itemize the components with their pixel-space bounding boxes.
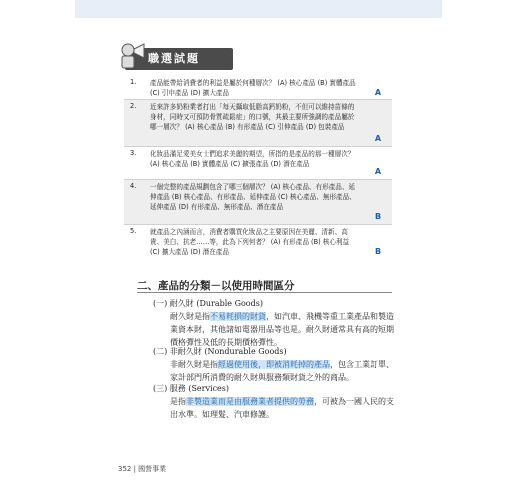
highlight-text: 非製造業而是由服務業者提供的勞務 [186,397,314,406]
body-text: ，如汽車、飛機等重工業產品和製造業資本財，其他諸如電器用品等也是。耐久財通常具有高的短期價格彈性及低的長期價格彈性。 [170,312,394,347]
subsection-heading: (三) 服務 (Services) [153,384,230,393]
section-heading: 二、產品的分類－以使用時間區分 [137,280,295,292]
question-text: 就產品之內涵而言，消費者購買化妝品之主要原因在美麗、清新、高貴、美白、抗老……等，此為下列何者？ (A) 有形產品 (B) 核心利益 (C) 擴大產品 (D) 潛在產品 [150,228,350,256]
answer-label: A [374,134,382,143]
body-text: ，可被為一國人民的支出水準。如理髮、汽車修護。 [170,397,394,419]
subsection-heading: (二) 非耐久財 (Nondurable Goods) [153,347,287,356]
question-number: 2. [130,102,137,110]
question-text: 一個完整的產品規劃包含了哪三個層次？ (A) 核心產品、有形產品、延伸產品 (B) 核心產品、有形產品、延伸產品 (C) 核心產品、無形產品、延伸產品 (D) 有形產品、無形產品、潛在產品 [150,183,356,211]
highlight-text: 不易耗損的財貨 [210,312,266,321]
answer-label: A [374,167,382,176]
question-number: 5. [130,227,137,235]
highlight-text: 經過使用後，即被消耗掉的產品 [218,360,330,369]
section-underline [137,292,392,293]
question-text: 產品能帶給消費者的利益是屬於何種層次？ (A) 核心產品 (B) 實體產品 (C) 引申產品 (D) 擴大產品 [150,79,356,97]
question-number: 3. [130,149,137,157]
body-text: 耐久財是指 [170,312,210,321]
subsection-body [170,358,395,384]
question-text: 化妝品滿足愛美女士們追求美麗的期望，所指的是產品的那一種層次？ (A) 核心產品 (B) 實體產品 (C) 擴張產品 (D) 潛在產品 [150,150,355,168]
body-text: 非耐久財是指 [170,360,218,369]
subsection-heading: (一) 耐久財 (Durable Goods) [153,299,263,308]
answer-label: B [374,212,382,221]
answer-label: B [374,247,382,256]
subsection-body [170,395,395,421]
question-number: 4. [130,182,137,190]
question-text: 近來許多奶粉業者打出「每天攝取低脂高鈣奶粉，不但可以維持苗條的身材，同時又可預防骨質疏鬆症」的口號，其最主要所強調的產品屬於哪一層次？ (A) 核心產品 (B) 有形產品 (C) 引伸產品 (D) 包裝產品 [150,103,355,131]
question-number: 1. [130,78,137,86]
section-badge-title: 職選試題 [148,52,200,65]
top-header-bar [75,0,442,18]
body-text: ，包含工業訂單、家計部門所消費的耐久財與服務類財貨之外的商品。 [170,360,394,382]
body-text: 是指 [170,397,186,406]
megaphone-person-icon [118,41,148,71]
answer-label: A [374,88,382,97]
subsection-body [170,310,395,349]
page-footer: 352 | 國營事業 [118,465,167,473]
